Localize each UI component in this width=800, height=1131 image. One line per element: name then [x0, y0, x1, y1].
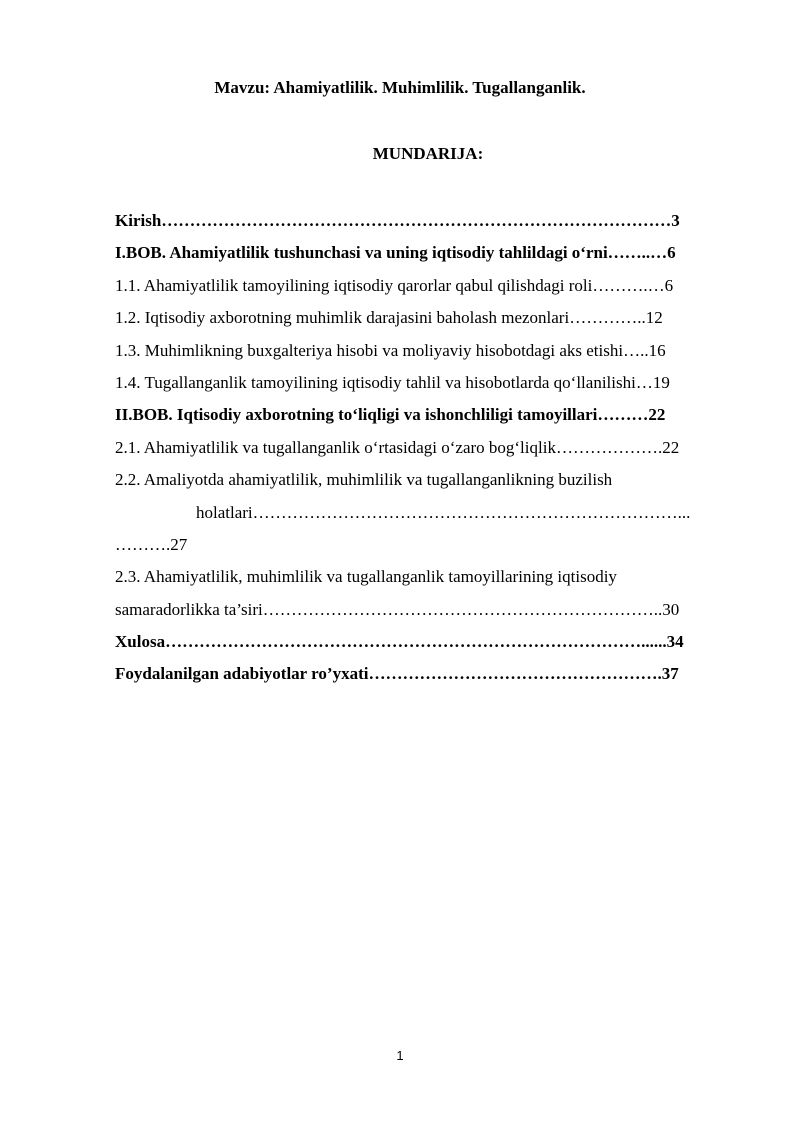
toc-entry-chapter-2: II.BOB. Iqtisodiy axborotning to‘liqligi va ishonchliligi tamoyillari………22 [115, 405, 666, 425]
toc-entry-section-2-2: 2.2. Amaliyotda ahamiyatlilik, muhimlilik va tugallanganlikning buzilish [115, 470, 613, 490]
toc-entry-section-2-2-continuation: holatlari…………………………………………………………………... [196, 502, 691, 522]
toc-entry-references: Foydalanilgan adabiyotlar ro’yxati…………………………………………….37 [115, 664, 679, 684]
toc-entry-section-1-2: 1.2. Iqtisodiy axborotning muhimlik darajasini baholash mezonlari…………..12 [115, 308, 663, 328]
toc-entry-section-1-4: 1.4. Tugallanganlik tamoyilining iqtisodiy tahlil va hisobotlarda qo‘llanilishi…19 [115, 372, 670, 392]
toc-entry-section-2-3-continuation: samaradorlikka ta’siri……………………………………………………………..30 [115, 599, 680, 619]
toc-entry-section-1-3: 1.3. Muhimlikning buxgalteriya hisobi va moliyaviy hisobotdagi aks etishi…..16 [115, 340, 666, 360]
contents-heading: MUNDARIJA: [372, 144, 484, 163]
document-title: Mavzu: Ahamiyatlilik. Muhimlilik. Tugallanganlik. [214, 78, 586, 97]
toc-entry-conclusion: Xulosa…………………………………………………………………………......34 [115, 632, 684, 652]
page-number: 1 [396, 1048, 404, 1063]
table-of-contents [115, 205, 740, 691]
toc-entry-section-2-3: 2.3. Ahamiyatlilik, muhimlilik va tugallanganlik tamoyillarining iqtisodiy [115, 567, 617, 587]
toc-entry-introduction: Kirish………………………………………………………………………………3 [115, 211, 680, 230]
toc-entry-chapter-1: I.BOB. Ahamiyatlilik tushunchasi va uning iqtisodiy tahlildagi o‘rni……..…6 [115, 243, 676, 263]
toc-entry-section-2-1: 2.1. Ahamiyatlilik va tugallanganlik o‘rtasidagi o‘zaro bog‘liqlik……………….22 [115, 437, 680, 457]
toc-entry-section-1-1: 1.1. Ahamiyatlilik tamoyilining iqtisodiy qarorlar qabul qilishdagi roli……….…6 [115, 275, 674, 295]
toc-entry-section-2-2-page: ……….27 [115, 534, 188, 554]
